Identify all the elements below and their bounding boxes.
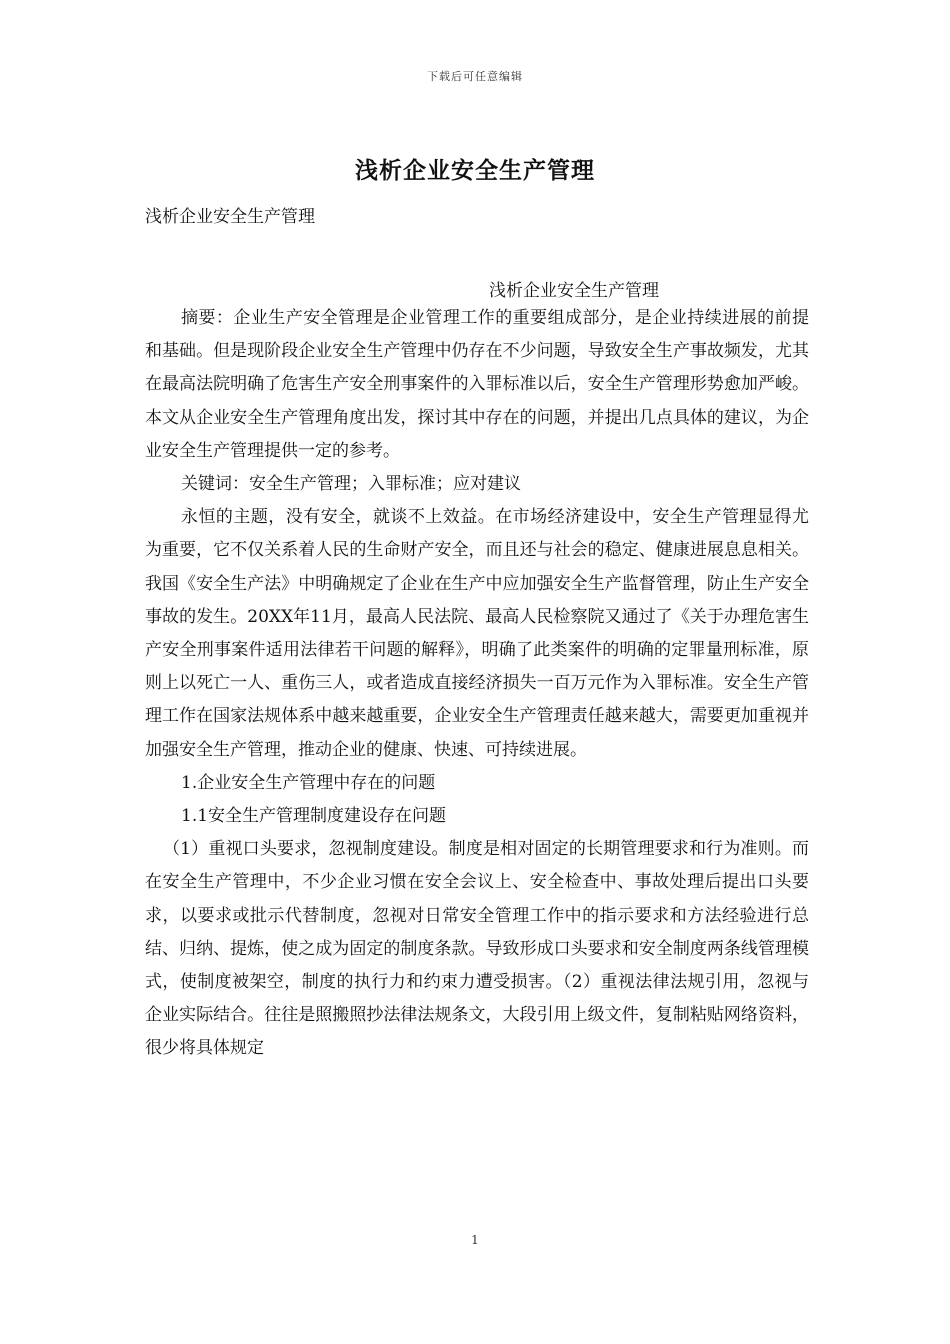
page-header-note: 下载后可任意编辑: [427, 70, 523, 83]
subtitle-right: 浅析企业安全生产管理: [489, 281, 659, 301]
abstract-paragraph: 摘要：企业生产安全管理是企业管理工作的重要组成部分，是企业持续进展的前提和基础。但是现阶段企业安全生产管理中仍存在不少问题，导致安全生产事故频发，尤其在最高法院明确了危害生产安全刑事案件的入罪标准以后，安全生产管理形势愈加严峻。本文从企业安全生产管理角度出发，探讨其中存在的问题，并提出几点具体的建议，为企业安全生产管理提供一定的参考。: [145, 308, 809, 461]
section-heading-1: 1.企业安全生产管理中存在的问题: [181, 772, 436, 793]
intro-paragraph: 永恒的主题，没有安全，就谈不上效益。在市场经济建设中，安全生产管理显得尤为重要，它不仅关系着人民的生命财产安全，而且还与社会的稳定、健康进展息息相关。我国《安全生产法》中明确规定了企业在生产中应加强安全生产监督管理，防止生产安全事故的发生。20XX年11月，最高人民法院、最高人民检察院又通过了《关于办理危害生产安全刑事案件适用法律若干问题的解释》，明确了此类案件的明确的定罪量刑标准，原则上以死亡一人、重伤三人，或者造成直接经济损失一百万元作为入罪标准。安全生产管理工作在国家法规体系中越来越重要，企业安全生产管理责任越来越大，需要更加重视并加强安全生产管理，推动企业的健康、快速、可持续进展。: [145, 507, 809, 760]
page-number: 1: [471, 1233, 479, 1247]
subtitle-left: 浅析企业安全生产管理: [145, 207, 315, 227]
body-paragraph: （1）重视口头要求，忽视制度建设。制度是相对固定的长期管理要求和行为准则。而在安全生产管理中，不少企业习惯在安全会议上、安全检查中、事故处理后提出口头要求，以要求或批示代替制度，忽视对日常安全管理工作中的指示要求和方法经验进行总结、归纳、提炼，使之成为固定的制度条款。导致形成口头要求和安全制度两条线管理模式，使制度被架空，制度的执行力和约束力遭受损害。（2）重视法律法规引用，忽视与企业实际结合。往往是照搬照抄法律法规条文，大段引用上级文件，复制粘贴网络资料，很少将具体规定: [145, 839, 809, 1059]
document-body: [145, 302, 809, 1066]
section-heading-1-1: 1.1安全生产管理制度建设存在问题: [181, 806, 447, 827]
keywords-paragraph: 关键词：安全生产管理；入罪标准；应对建议: [181, 474, 521, 495]
document-title: 浅析企业安全生产管理: [355, 157, 595, 184]
